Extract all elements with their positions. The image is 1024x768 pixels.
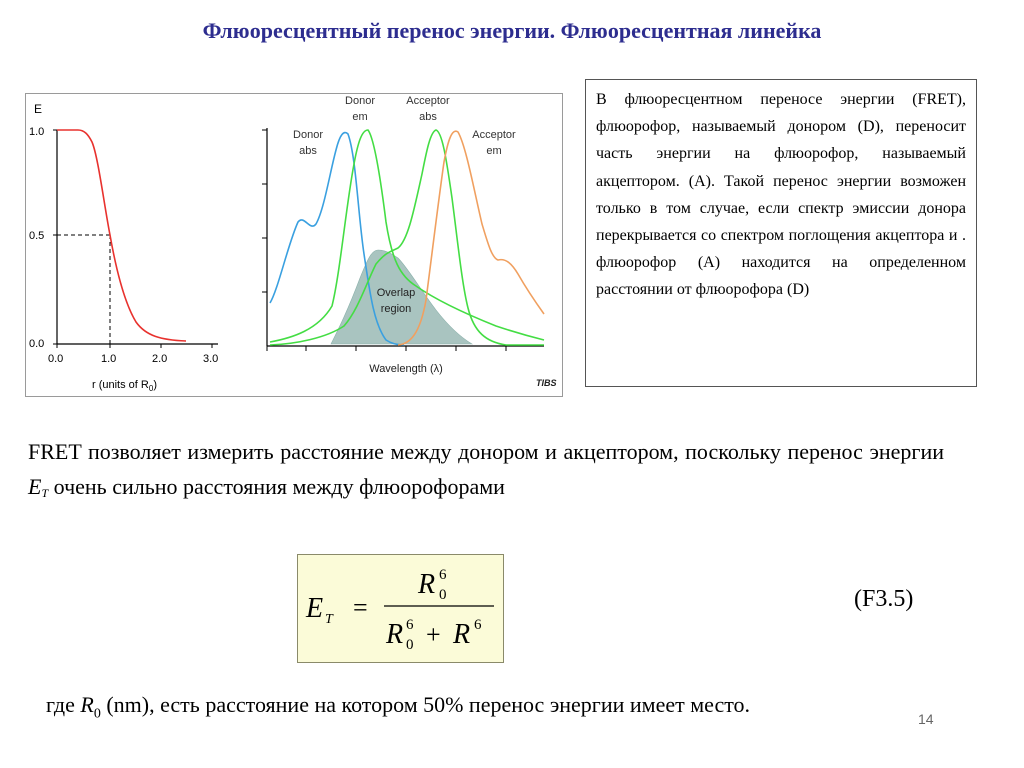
x-tick-label: 0.0: [48, 353, 64, 365]
label-acceptor-em-line2: em: [486, 145, 502, 157]
denominator-r0-sub: 0: [406, 637, 414, 653]
label-donor-abs-line1: Donor: [293, 129, 323, 141]
description-box: [585, 79, 977, 387]
denominator-plus: +: [426, 620, 441, 649]
denominator-r-sup: 6: [474, 617, 482, 633]
label-acceptor-abs-line1: Acceptor: [406, 95, 450, 107]
slide-title: Флюоресцентный перенос энергии. Флюоресцентная линейка: [202, 18, 822, 43]
energy-subscript: T: [41, 486, 49, 501]
y-axis-label: E: [34, 102, 43, 116]
wavelength-axis-label: Wavelength (λ): [369, 363, 443, 375]
footer-rest: (nm), есть расстояние на котором 50% перенос энергии имеет место.: [100, 692, 751, 717]
numerator-sub: 0: [439, 587, 447, 603]
fret-paragraph-part2: очень сильно расстояния между флюорофорами: [48, 474, 505, 499]
fret-figure: [25, 93, 563, 397]
spectra-plot: [262, 95, 557, 388]
footer-text: [46, 692, 750, 722]
footer-prefix: где: [46, 692, 81, 717]
fret-formula: [298, 555, 503, 662]
fret-figure-svg: [26, 94, 562, 396]
y-tick-label: 0.5: [29, 230, 45, 242]
footer-r-symbol: R: [80, 692, 94, 717]
denominator-r0-sup: 6: [406, 617, 414, 633]
label-acceptor-abs-line2: abs: [419, 111, 437, 123]
energy-symbol: E: [28, 474, 42, 499]
description-text: В флюоресцентном переносе энергии (FRET), флюорофор, называемый донором (D), переносит часть энергии на флюорофор, называемый акцептором. (A). Такой перенос энергии возможен только в том случае, если спектр эмиссии донора перекрывается со спектром поглощения акцептора и . флюорофор (А) находится на определенном расстоянии от флюорофора (D): [596, 91, 966, 299]
label-acceptor-em-line1: Acceptor: [472, 129, 516, 141]
overlap-label-line1: Overlap: [376, 287, 416, 299]
label-donor-em-line2: em: [352, 111, 368, 123]
efficiency-curve: [57, 130, 186, 341]
formula-lhs-e: E: [306, 593, 324, 624]
figure-credit: TIBS: [536, 378, 557, 388]
page-number: 14: [918, 711, 934, 727]
fret-paragraph-part1: FRET позволяет измерить расстояние между донором и акцептором, поскольку перенос энергии: [28, 439, 944, 464]
denominator-r: R: [453, 619, 471, 650]
formula-equals: =: [353, 593, 368, 622]
x-tick-label: 1.0: [101, 353, 117, 365]
overlap-label-line2: region: [380, 303, 412, 315]
x-tick-label: 3.0: [203, 353, 219, 365]
denominator-r0: R: [386, 619, 404, 650]
y-tick-label: 1.0: [29, 126, 45, 138]
x-axis-label: r (units of $R_0$): [92, 379, 157, 393]
formula-box: [297, 554, 504, 663]
fret-paragraph: [28, 434, 944, 513]
footer-r-subscript: 0: [93, 706, 101, 722]
x-tick-label: 2.0: [152, 353, 168, 365]
formula-lhs-t: T: [325, 612, 333, 627]
label-donor-abs-line2: abs: [299, 145, 317, 157]
numerator-sup: 6: [439, 567, 447, 583]
numerator-r: R: [418, 569, 436, 600]
equation-label: (F3.5): [854, 586, 914, 612]
efficiency-plot: [29, 102, 218, 393]
y-tick-label: 0.0: [29, 338, 45, 350]
label-donor-em-line1: Donor: [345, 95, 375, 107]
